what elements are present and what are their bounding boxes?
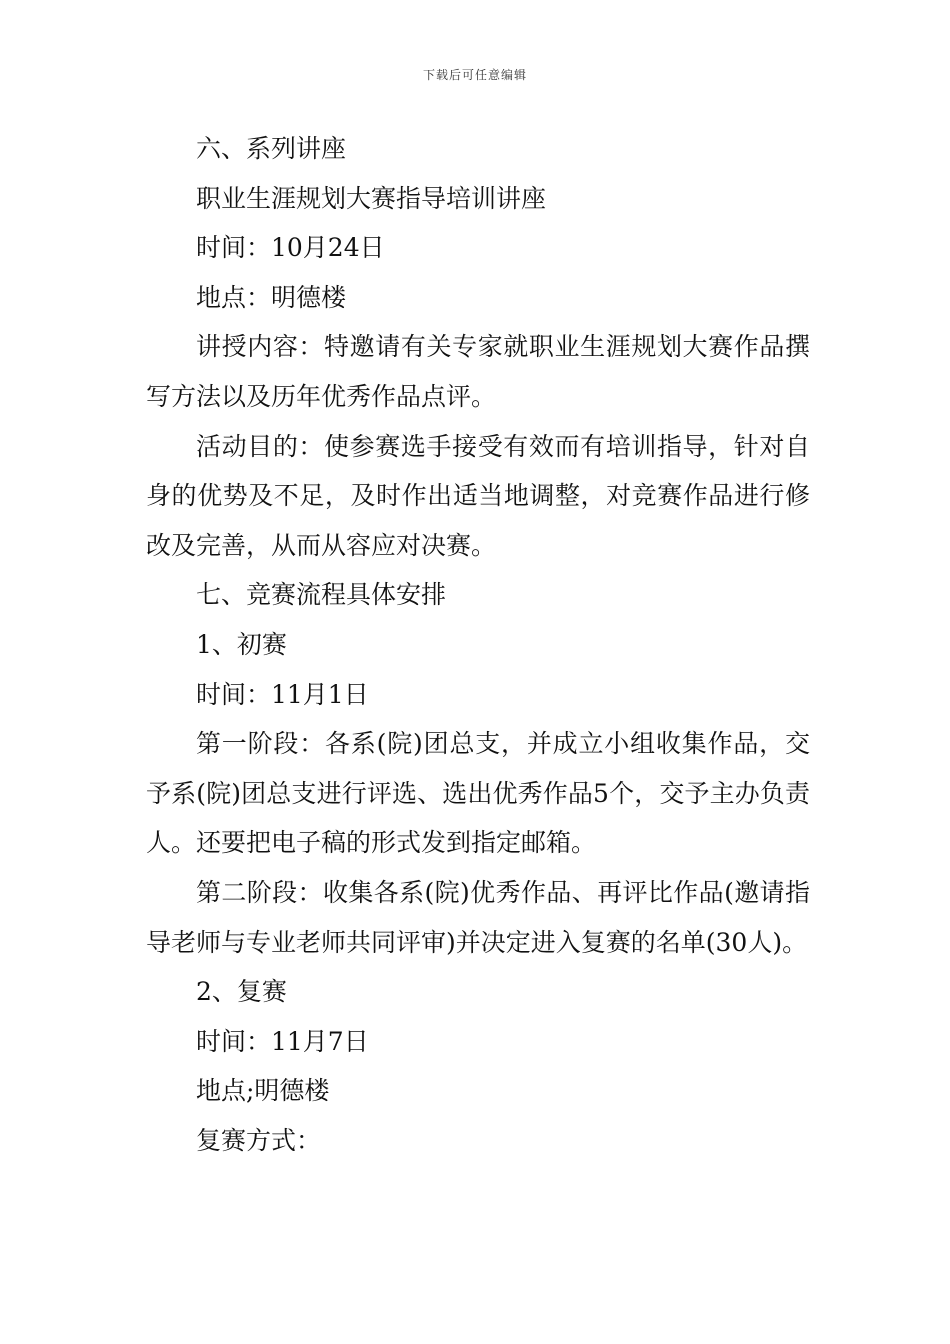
semifinal-heading: 2、复赛: [196, 977, 287, 1007]
section-heading-lectures: 六、系列讲座: [196, 134, 347, 163]
preliminary-heading: 1、初赛: [196, 629, 287, 659]
lecture-time: 时间：10月24日: [196, 233, 385, 263]
lecture-content: 讲授内容：特邀请有关专家就职业生涯规划大赛作品撰写方法以及历年优秀作品点评。: [146, 332, 810, 411]
section-heading-process: 七、竞赛流程具体安排: [196, 580, 447, 610]
lecture-title: 职业生涯规划大赛指导培训讲座: [196, 183, 547, 213]
lecture-purpose: 活动目的：使参赛选手接受有效而有培训指导，针对自身的优势及不足，及时作出适当地调整，对竞赛作品进行修改及完善，从而从容应对决赛。: [146, 431, 810, 560]
document-body: [146, 124, 810, 1165]
semifinal-format: 复赛方式：: [196, 1125, 322, 1155]
preliminary-time: 时间：11月1日: [196, 679, 369, 709]
semifinal-time: 时间：11月7日: [196, 1026, 369, 1056]
preliminary-stage-two: 第二阶段：收集各系(院)优秀作品、再评比作品(邀请指导老师与专业老师共同评审)并决定进入复赛的名单(30人)。: [146, 877, 810, 957]
preliminary-stage-one: 第一阶段：各系(院)团总支，并成立小组收集作品，交予系(院)团总支进行评选、选出优秀作品5个，交予主办负责人。还要把电子稿的形式发到指定邮箱。: [146, 729, 810, 858]
lecture-location: 地点：明德楼: [196, 282, 347, 312]
page-header: 下载后可任意编辑: [422, 68, 527, 82]
semifinal-location: 地点;明德楼: [196, 1076, 330, 1106]
